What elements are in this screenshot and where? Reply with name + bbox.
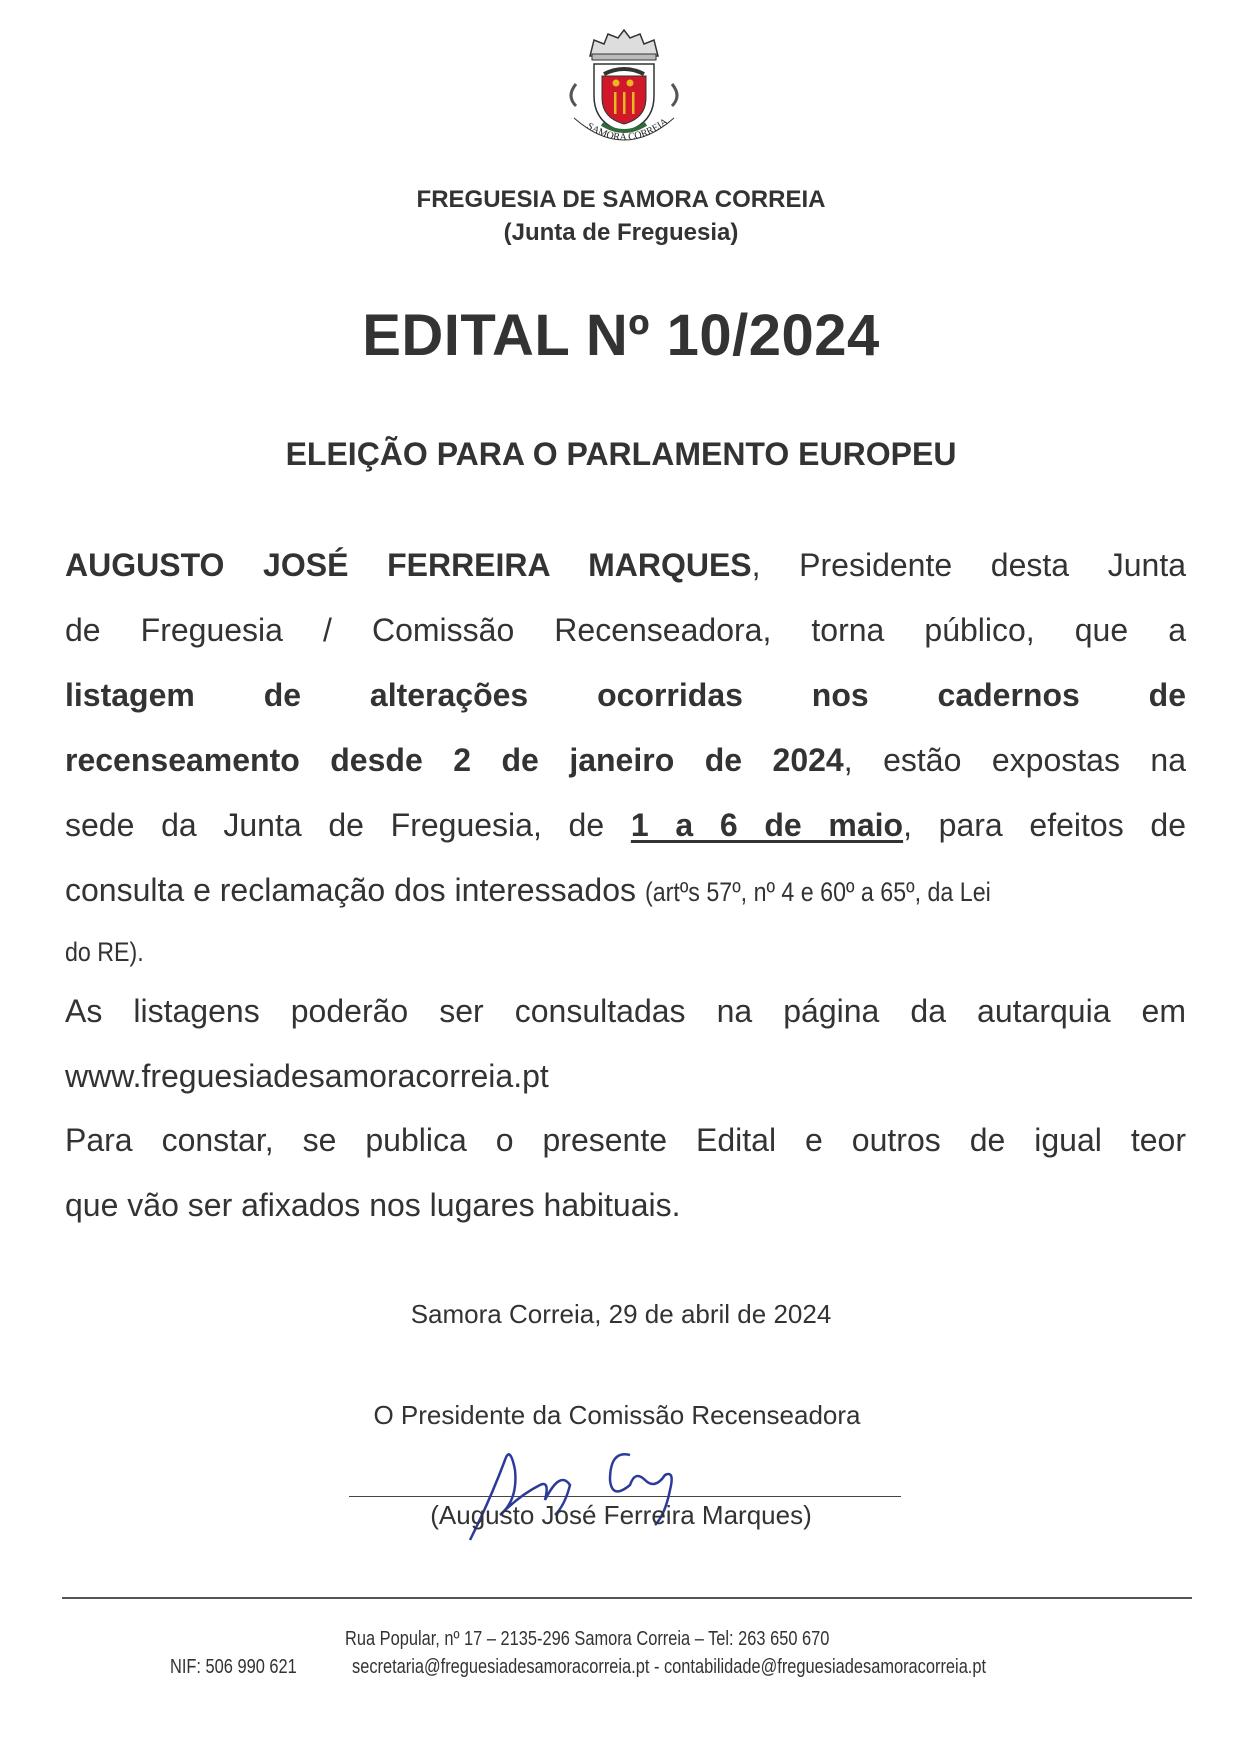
legal-reference: do RE). (65, 937, 144, 967)
body-text: sede da Junta de Freguesia, de (65, 807, 631, 843)
signatory-name: (Augusto José Ferreira Marques) (430, 1500, 812, 1530)
exposure-dates: 1 a 6 de maio (630, 807, 904, 843)
body-line (65, 932, 1186, 972)
legal-reference: (artºs 57º, nº 4 e 60º a 65º, da Lei (644, 877, 991, 907)
body-text: , estão expostas na (843, 742, 1187, 778)
body-text: , Presidente desta Junta (751, 547, 1187, 583)
body-line: listagem de alterações ocorridas nos cadernos de (65, 677, 1186, 713)
body-line: que vão ser afixados nos lugares habituais. (65, 1187, 681, 1223)
body-line (65, 870, 1186, 912)
body-line (65, 805, 1186, 845)
body-text: , para efeitos de (903, 807, 1187, 843)
president-name: AUGUSTO JOSÉ FERREIRA MARQUES (65, 547, 752, 583)
place-date: Samora Correia, 29 de abril de 2024 (410, 1299, 832, 1329)
handwritten-signature (460, 1440, 720, 1555)
coat-of-arms-logo (562, 26, 687, 154)
organization-name: FREGUESIA DE SAMORA CORREIA (416, 186, 826, 213)
body-text: consulta e reclamação dos interessados (65, 872, 645, 908)
edital-subject: ELEIÇÃO PARA O PARLAMENTO EUROPEU (285, 436, 957, 472)
signatory-role: O Presidente da Comissão Recenseadora (373, 1400, 861, 1430)
body-bold: recenseamento desde 2 de janeiro de 2024 (65, 742, 844, 778)
footer-emails: secretaria@freguesiadesamoracorreia.pt - contabilidade@freguesiadesamoracorreia.pt (352, 1656, 987, 1678)
organization-subtitle: (Junta de Freguesia) (503, 219, 739, 246)
body-line: Para constar, se publica o presente Edital e outros de igual teor (65, 1122, 1186, 1158)
footer-divider (62, 1597, 1192, 1599)
logo-text: SAMORA CORREIA (584, 116, 671, 144)
body-line (65, 545, 1186, 585)
body-line (65, 740, 1186, 780)
footer-address: Rua Popular, nº 17 – 2135-296 Samora Correia – Tel: 263 650 670 (345, 1628, 830, 1650)
footer-nif: NIF: 506 990 621 (170, 1656, 297, 1678)
edital-title: EDITAL Nº 10/2024 (362, 303, 880, 368)
website-url: www.freguesiadesamoracorreia.pt (65, 1058, 549, 1094)
body-line: de Freguesia / Comissão Recenseadora, torna público, que a (65, 612, 1186, 648)
body-line: As listagens poderão ser consultadas na página da autarquia em (65, 993, 1186, 1029)
